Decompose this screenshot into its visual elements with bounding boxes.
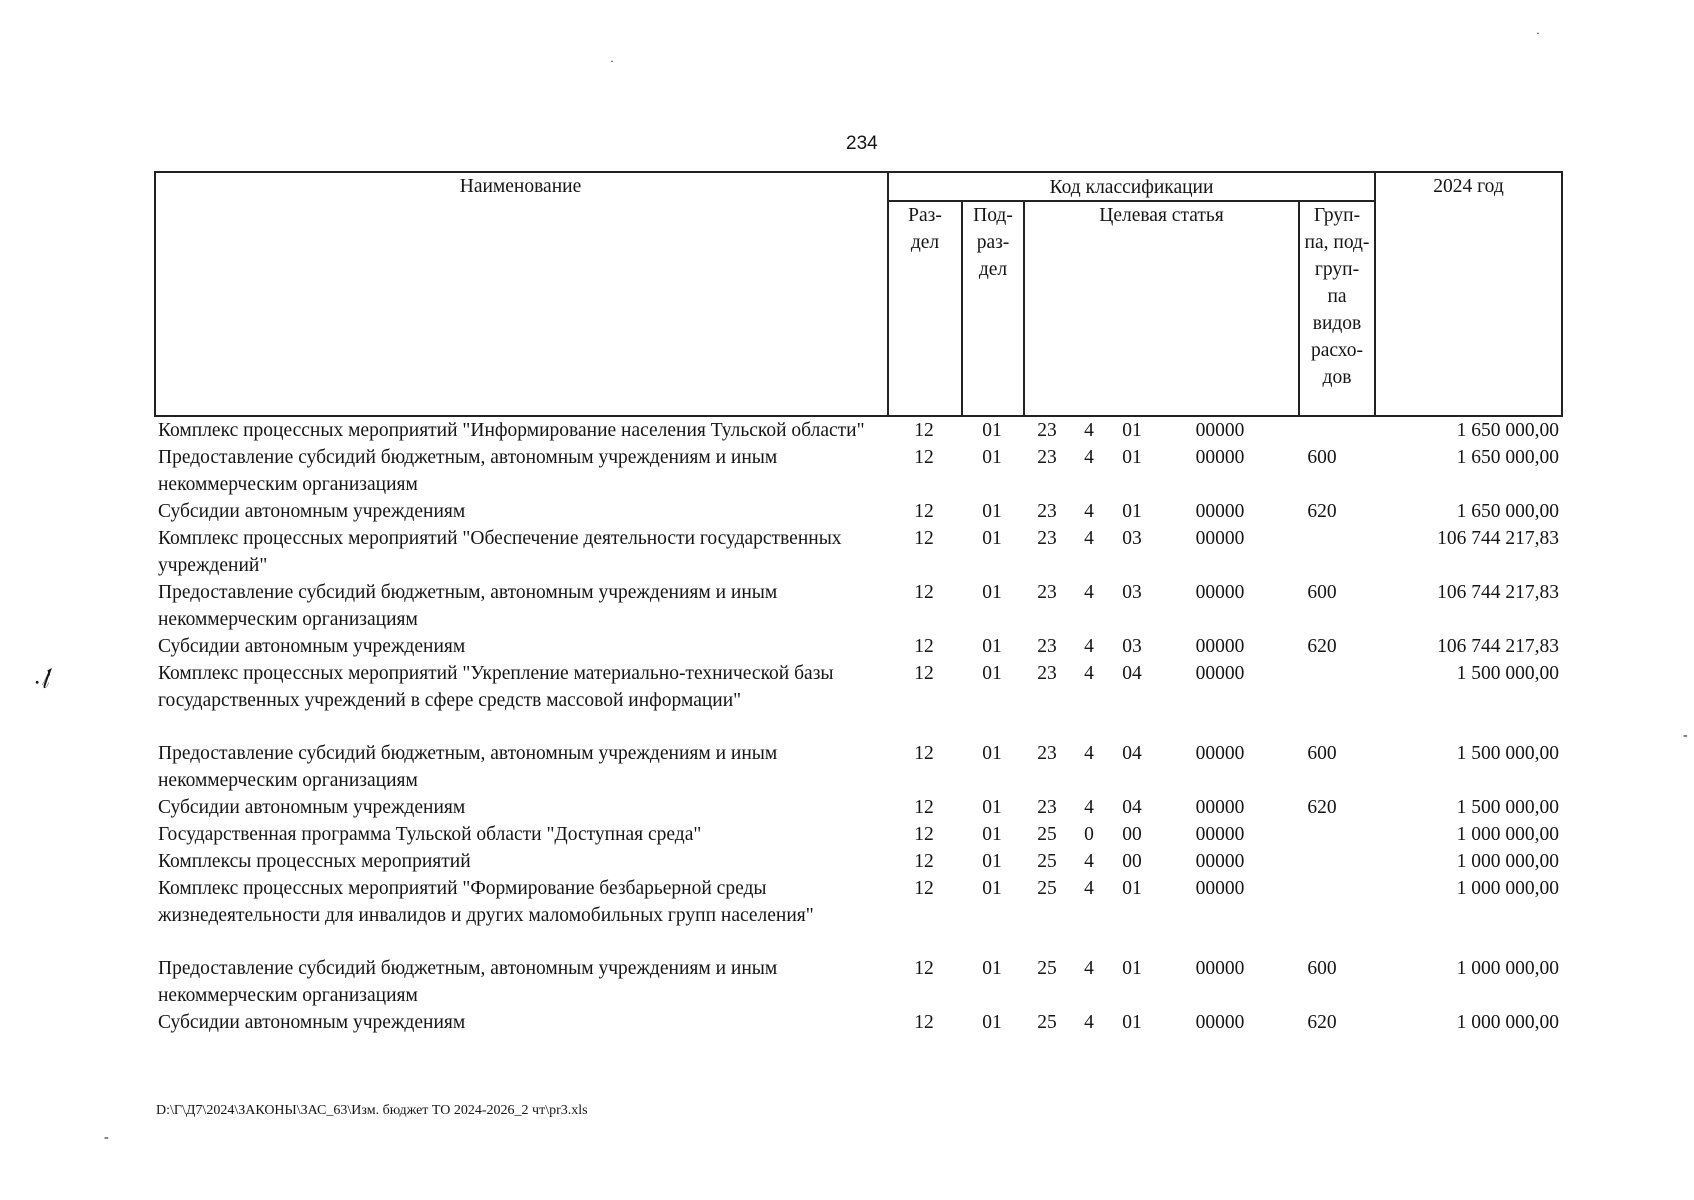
budget-table — [154, 417, 1563, 1036]
row-target-direction: 00000 — [1195, 420, 1245, 441]
row-target-structure: 01 — [1122, 878, 1142, 899]
row-expense-group — [1283, 525, 1361, 579]
row-expense-group: 600 — [1307, 582, 1337, 603]
row-amount-2024: 1 500 000,00 — [1456, 797, 1559, 818]
row-target-direction: 00000 — [1195, 636, 1245, 657]
table-row — [154, 579, 1563, 633]
row-target-structure: 04 — [1122, 797, 1142, 818]
row-razdel: 12 — [914, 797, 934, 818]
row-podrazdel: 01 — [982, 663, 1002, 684]
row-target-type: 4 — [1084, 501, 1094, 522]
row-expense-group — [1283, 875, 1361, 929]
row-target-program: 23 — [1037, 743, 1057, 764]
row-name: Комплекс процессных мероприятий "Формирование безбарьерной среды жизнедеятельности для инвалидов и других маломобильных групп населения" — [158, 878, 814, 926]
table-row — [154, 498, 1563, 525]
table-row — [154, 444, 1563, 498]
row-podrazdel: 01 — [982, 528, 1002, 549]
row-target-program: 25 — [1037, 878, 1057, 899]
row-amount-2024: 106 744 217,83 — [1437, 528, 1559, 549]
row-name: Субсидии автономным учреждениям — [158, 1012, 466, 1033]
table-row — [154, 660, 1563, 714]
table-row — [154, 1009, 1563, 1036]
row-target-type: 4 — [1084, 420, 1094, 441]
header-podrazdel: Под- раз- дел — [973, 205, 1013, 280]
row-name: Предоставление субсидий бюджетным, автономным учреждениям и иным некоммерческим организациям — [158, 743, 778, 791]
row-target-type: 0 — [1084, 824, 1094, 845]
row-target-structure: 03 — [1122, 582, 1142, 603]
row-target-type: 4 — [1084, 878, 1094, 899]
row-expense-group: 600 — [1307, 447, 1337, 468]
page-number: 234 — [846, 133, 878, 154]
row-name: Предоставление субсидий бюджетным, автономным учреждениям и иным некоммерческим организациям — [158, 958, 778, 1006]
row-expense-group: 620 — [1307, 636, 1337, 657]
header-classification: Код классификации — [1049, 177, 1214, 198]
table-row — [154, 875, 1563, 929]
row-razdel: 12 — [914, 582, 934, 603]
scan-speck: · — [610, 54, 614, 68]
row-expense-group: 620 — [1307, 501, 1337, 522]
row-target-type: 4 — [1084, 851, 1094, 872]
row-target-structure: 00 — [1122, 851, 1142, 872]
row-target-structure: 01 — [1122, 447, 1142, 468]
row-name: Комплекс процессных мероприятий "Укрепление материально-технической базы государственных учреждений в сфере средств массовой информации" — [158, 663, 834, 711]
header-razdel: Раз- дел — [908, 205, 942, 253]
row-target-direction: 00000 — [1195, 582, 1245, 603]
row-expense-group — [1283, 848, 1361, 875]
row-target-type: 4 — [1084, 797, 1094, 818]
row-amount-2024: 1 650 000,00 — [1456, 420, 1559, 441]
table-row — [154, 955, 1563, 1009]
row-target-direction: 00000 — [1195, 528, 1245, 549]
row-target-structure: 03 — [1122, 528, 1142, 549]
header-year: 2024 год — [1433, 176, 1504, 197]
row-target-structure: 01 — [1122, 958, 1142, 979]
row-podrazdel: 01 — [982, 582, 1002, 603]
scan-speck: - — [104, 1130, 109, 1145]
row-target-direction: 00000 — [1195, 1012, 1245, 1033]
row-target-structure: 01 — [1122, 420, 1142, 441]
row-target-type: 4 — [1084, 528, 1094, 549]
row-amount-2024: 106 744 217,83 — [1437, 582, 1559, 603]
row-razdel: 12 — [914, 420, 934, 441]
row-gap — [154, 714, 1563, 740]
row-amount-2024: 106 744 217,83 — [1437, 636, 1559, 657]
table-row — [154, 525, 1563, 579]
row-target-type: 4 — [1084, 582, 1094, 603]
row-target-program: 25 — [1037, 1012, 1057, 1033]
row-razdel: 12 — [914, 1012, 934, 1033]
table-row — [154, 417, 1563, 444]
row-amount-2024: 1 000 000,00 — [1456, 851, 1559, 872]
header-name: Наименование — [459, 176, 582, 197]
table-row — [154, 633, 1563, 660]
row-target-program: 23 — [1037, 663, 1057, 684]
row-name: Комплексы процессных мероприятий — [158, 851, 471, 872]
table-body — [154, 417, 1563, 1036]
row-target-structure: 04 — [1122, 743, 1142, 764]
row-amount-2024: 1 000 000,00 — [1456, 1012, 1559, 1033]
scan-speck: · — [1536, 26, 1540, 40]
row-target-type: 4 — [1084, 1012, 1094, 1033]
row-name: Предоставление субсидий бюджетным, автономным учреждениям и иным некоммерческим организациям — [158, 582, 778, 630]
row-razdel: 12 — [914, 528, 934, 549]
scan-speck: - — [1683, 728, 1688, 743]
table-row — [154, 848, 1563, 875]
row-name: Комплекс процессных мероприятий "Обеспечение деятельности государственных учреждений" — [158, 528, 842, 576]
row-amount-2024: 1 000 000,00 — [1456, 878, 1559, 899]
table-row — [154, 821, 1563, 848]
header-group: Груп- па, под- груп- па видов расхо- дов — [1304, 205, 1370, 388]
row-amount-2024: 1 650 000,00 — [1456, 501, 1559, 522]
row-amount-2024: 1 000 000,00 — [1456, 958, 1559, 979]
row-target-direction: 00000 — [1195, 501, 1245, 522]
row-amount-2024: 1 500 000,00 — [1456, 663, 1559, 684]
row-podrazdel: 01 — [982, 501, 1002, 522]
row-razdel: 12 — [914, 878, 934, 899]
row-name: Предоставление субсидий бюджетным, автономным учреждениям и иным некоммерческим организациям — [158, 447, 778, 495]
row-target-structure: 04 — [1122, 663, 1142, 684]
row-razdel: 12 — [914, 824, 934, 845]
row-name: Государственная программа Тульской области "Доступная среда" — [158, 824, 702, 845]
row-gap-cell — [154, 929, 1563, 955]
row-expense-group: 620 — [1307, 797, 1337, 818]
row-expense-group — [1283, 821, 1361, 848]
handwritten-mark: ·𝓁' — [29, 665, 57, 697]
header-divider — [1023, 200, 1025, 417]
row-gap-cell — [154, 714, 1563, 740]
row-podrazdel: 01 — [982, 824, 1002, 845]
row-podrazdel: 01 — [982, 636, 1002, 657]
row-target-structure: 01 — [1122, 1012, 1142, 1033]
row-target-type: 4 — [1084, 743, 1094, 764]
row-target-type: 4 — [1084, 447, 1094, 468]
row-target-direction: 00000 — [1195, 878, 1245, 899]
row-razdel: 12 — [914, 636, 934, 657]
row-target-direction: 00000 — [1195, 824, 1245, 845]
row-podrazdel: 01 — [982, 958, 1002, 979]
row-podrazdel: 01 — [982, 447, 1002, 468]
row-name: Комплекс процессных мероприятий "Информирование населения Тульской области" — [158, 420, 865, 441]
row-expense-group: 600 — [1307, 958, 1337, 979]
row-razdel: 12 — [914, 447, 934, 468]
row-target-direction: 00000 — [1195, 958, 1245, 979]
row-target-program: 23 — [1037, 501, 1057, 522]
row-podrazdel: 01 — [982, 797, 1002, 818]
row-target-direction: 00000 — [1195, 447, 1245, 468]
row-razdel: 12 — [914, 501, 934, 522]
file-path-footer: D:\Г\Д7\2024\ЗАКОНЫ\ЗАС_63\Изм. бюджет ТО 2024-2026_2 чт\pr3.xls — [156, 1103, 588, 1118]
row-podrazdel: 01 — [982, 851, 1002, 872]
row-target-type: 4 — [1084, 636, 1094, 657]
row-target-direction: 00000 — [1195, 851, 1245, 872]
row-target-program: 23 — [1037, 420, 1057, 441]
row-name: Субсидии автономным учреждениям — [158, 636, 466, 657]
row-target-direction: 00000 — [1195, 743, 1245, 764]
row-target-program: 23 — [1037, 582, 1057, 603]
row-podrazdel: 01 — [982, 878, 1002, 899]
row-target-program: 25 — [1037, 851, 1057, 872]
row-expense-group — [1283, 660, 1361, 714]
row-expense-group: 600 — [1307, 743, 1337, 764]
row-target-program: 23 — [1037, 636, 1057, 657]
row-target-program: 23 — [1037, 447, 1057, 468]
row-target-program: 25 — [1037, 824, 1057, 845]
row-razdel: 12 — [914, 743, 934, 764]
row-target-type: 4 — [1084, 663, 1094, 684]
row-name: Субсидии автономным учреждениям — [158, 501, 466, 522]
header-divider — [1374, 171, 1376, 417]
row-razdel: 12 — [914, 958, 934, 979]
row-razdel: 12 — [914, 663, 934, 684]
row-expense-group: 620 — [1307, 1012, 1337, 1033]
row-target-program: 23 — [1037, 528, 1057, 549]
row-podrazdel: 01 — [982, 1012, 1002, 1033]
row-name: Субсидии автономным учреждениям — [158, 797, 466, 818]
row-target-direction: 00000 — [1195, 663, 1245, 684]
table-row — [154, 740, 1563, 794]
row-target-structure: 01 — [1122, 501, 1142, 522]
row-target-type: 4 — [1084, 958, 1094, 979]
row-amount-2024: 1 000 000,00 — [1456, 824, 1559, 845]
row-amount-2024: 1 500 000,00 — [1456, 743, 1559, 764]
row-target-program: 25 — [1037, 958, 1057, 979]
row-target-structure: 03 — [1122, 636, 1142, 657]
row-podrazdel: 01 — [982, 743, 1002, 764]
row-podrazdel: 01 — [982, 420, 1002, 441]
row-target-program: 23 — [1037, 797, 1057, 818]
row-target-direction: 00000 — [1195, 797, 1245, 818]
row-razdel: 12 — [914, 851, 934, 872]
row-gap — [154, 929, 1563, 955]
row-expense-group — [1283, 417, 1361, 444]
row-amount-2024: 1 650 000,00 — [1456, 447, 1559, 468]
table-row — [154, 794, 1563, 821]
row-target-structure: 00 — [1122, 824, 1142, 845]
header-target: Целевая статья — [1099, 205, 1224, 226]
